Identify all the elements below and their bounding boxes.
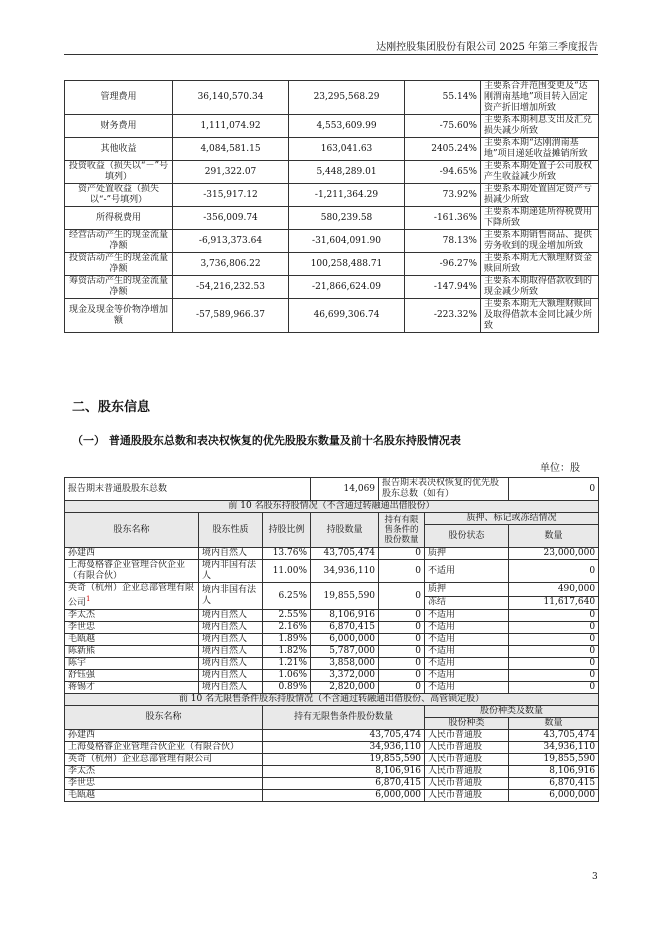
header-divider [64, 54, 598, 55]
change-rate: 55.14% [405, 81, 481, 115]
shareholder-name: 李太杰 [65, 610, 199, 622]
unrestricted-name: 孙建西 [65, 730, 263, 742]
unrestricted-row [65, 730, 599, 742]
col-ratio: 持股比例 [263, 513, 311, 548]
unrestricted-name: 李太杰 [65, 766, 263, 778]
current-value: 1,111,074.92 [173, 115, 289, 138]
unrestricted-quantity: 6,000,000 [263, 790, 425, 802]
table-row [65, 161, 599, 184]
current-value: 291,322.07 [173, 161, 289, 184]
report-header: 达刚控股集团股份有限公司 2025 年第三季度报告 [376, 42, 598, 53]
pledge-amount: 0 [509, 682, 599, 694]
change-rate: -161.36% [405, 207, 481, 230]
shareholding-quantity: 6,870,415 [311, 622, 379, 634]
unrestricted-quantity: 8,106,916 [263, 766, 425, 778]
unrestricted-name: 上海曼格睿企业管理合伙企业（有限合伙） [65, 742, 263, 754]
share-type: 人民币普通股 [425, 778, 509, 790]
col-shareholder-name: 股东名称 [65, 513, 199, 548]
shareholding-ratio: 1.89% [263, 634, 311, 646]
total-holders-value: 14,069 [311, 478, 379, 501]
prior-value: 5,448,289.01 [289, 161, 405, 184]
shareholder-row [65, 634, 599, 646]
shareholder-nature: 境内自然人 [199, 610, 263, 622]
pledge-status: 不适用 [425, 560, 509, 583]
change-reason: 主要系本期利息支出及汇兑损失减少所致 [481, 115, 599, 138]
shareholding-quantity: 8,106,916 [311, 610, 379, 622]
change-rate: 78.13% [405, 230, 481, 253]
prior-value: 163,041.63 [289, 138, 405, 161]
unrestricted-title: 前 10 名无限售条件股东持股情况（不含通过转融通出借股份、高管锁定股） [65, 694, 599, 706]
restricted-quantity: 0 [379, 610, 425, 622]
change-rate: -94.65% [405, 161, 481, 184]
prior-value: -21,866,624.09 [289, 276, 405, 299]
item-name: 经营活动产生的现金流量净额 [65, 230, 173, 253]
change-rate: -75.60% [405, 115, 481, 138]
unrestricted-row [65, 778, 599, 790]
prior-value: 4,553,609.99 [289, 115, 405, 138]
share-type-quantity: 43,705,474 [509, 730, 599, 742]
item-name: 投资收益（损失以“－”号填列） [65, 161, 173, 184]
pledge-status: 不适用 [425, 634, 509, 646]
shareholder-nature: 境内非国有法人 [199, 560, 263, 583]
change-reason: 主要系本期销售商品、提供劳务收到的现金增加所致 [481, 230, 599, 253]
shareholder-nature: 境内自然人 [199, 658, 263, 670]
share-type-quantity: 6,870,415 [509, 778, 599, 790]
current-value: 36,140,570.34 [173, 81, 289, 115]
unrestricted-quantity: 6,870,415 [263, 778, 425, 790]
share-type: 人民币普通股 [425, 754, 509, 766]
prior-value: 46,699,306.74 [289, 299, 405, 333]
share-type-quantity: 34,936,110 [509, 742, 599, 754]
shareholding-ratio: 1.82% [263, 646, 311, 658]
share-type: 人民币普通股 [425, 730, 509, 742]
footnote-marker[interactable]: 1 [86, 595, 91, 603]
change-reason: 主要系本期处置固定资产亏损减少所致 [481, 184, 599, 207]
change-reason: 主要系合并范围变更及“达刚渭南基地”项目转入固定资产折旧增加所致 [481, 81, 599, 115]
pledge-status: 不适用 [425, 610, 509, 622]
item-name: 资产处置收益（损失以“-”号填列） [65, 184, 173, 207]
shareholder-row [65, 583, 599, 597]
item-name: 所得税费用 [65, 207, 173, 230]
item-name: 投资活动产生的现金流量净额 [65, 253, 173, 276]
pledge-amount: 23,000,000 [509, 548, 599, 560]
shareholder-row [65, 646, 599, 658]
shareholder-row [65, 622, 599, 634]
table-row [65, 184, 599, 207]
table-row [65, 230, 599, 253]
top10-title: 前 10 名股东持股情况（不含通过转融通出借股份） [65, 501, 599, 513]
shareholder-row [65, 670, 599, 682]
change-reason: 主要系本期无大额理财赎回及取得借款本金同比减少所致 [481, 299, 599, 333]
current-value: -315,917.12 [173, 184, 289, 207]
subsection-title: （一） 普通股股东总数和表决权恢复的优先股股东数量及前十名股东持股情况表 [72, 434, 461, 447]
total-holders-label: 报告期末普通股股东总数 [65, 478, 311, 501]
unrestricted-row [65, 790, 599, 802]
restricted-quantity: 0 [379, 622, 425, 634]
shareholding-quantity: 19,855,590 [311, 583, 379, 610]
change-rate: -147.94% [405, 276, 481, 299]
shareholding-quantity: 3,858,000 [311, 658, 379, 670]
shareholder-name: 孙建西 [65, 548, 199, 560]
shareholder-nature: 境内自然人 [199, 634, 263, 646]
prior-value: -1,211,364.29 [289, 184, 405, 207]
pledge-status: 不适用 [425, 646, 509, 658]
col-share-type-qty: 数量 [509, 718, 599, 730]
pledge-amount: 490,000 [509, 583, 599, 597]
shareholder-row [65, 610, 599, 622]
shareholding-quantity: 3,372,000 [311, 670, 379, 682]
shareholder-nature: 境内自然人 [199, 622, 263, 634]
shareholding-quantity: 6,000,000 [311, 634, 379, 646]
shareholding-ratio: 6.25% [263, 583, 311, 610]
shareholder-name: 陈宇 [65, 658, 199, 670]
col-quantity: 持股数量 [311, 513, 379, 548]
pledge-status: 质押 [425, 548, 509, 560]
prior-value: 580,239.58 [289, 207, 405, 230]
shareholding-ratio: 1.06% [263, 670, 311, 682]
pledge-status: 冻结 [425, 596, 509, 610]
shareholder-name: 舒钰强 [65, 670, 199, 682]
unrestricted-quantity: 34,936,110 [263, 742, 425, 754]
shareholder-name: 蒋锡才 [65, 682, 199, 694]
shareholding-ratio: 1.21% [263, 658, 311, 670]
unrestricted-row [65, 754, 599, 766]
financial-changes-table [64, 80, 599, 333]
col-restricted: 持有有限售条件的股份数量 [379, 513, 425, 548]
change-reason: 主要系本期递延所得税费用下降所致 [481, 207, 599, 230]
restricted-quantity: 0 [379, 658, 425, 670]
restricted-quantity: 0 [379, 583, 425, 610]
unit-label: 单位：股 [540, 463, 580, 474]
pledge-amount: 0 [509, 610, 599, 622]
item-name: 财务费用 [65, 115, 173, 138]
pledge-status: 不适用 [425, 682, 509, 694]
shareholding-quantity: 34,936,110 [311, 560, 379, 583]
item-name: 管理费用 [65, 81, 173, 115]
shareholder-name: 李世忠 [65, 622, 199, 634]
shareholder-nature: 境内自然人 [199, 548, 263, 560]
table-row [65, 207, 599, 230]
shareholder-name: 英奇（杭州）企业总部管理有限公司$^1$ [65, 583, 199, 610]
table-row [65, 253, 599, 276]
shareholder-nature: 境内自然人 [199, 670, 263, 682]
shareholding-ratio: 2.16% [263, 622, 311, 634]
restricted-quantity: 0 [379, 646, 425, 658]
pref-holders-label: 报告期末表决权恢复的优先股股东总数（如有） [379, 478, 509, 501]
unrestricted-row [65, 766, 599, 778]
shareholder-row [65, 560, 599, 583]
change-reason: 主要系本期取得借款收到的现金减少所致 [481, 276, 599, 299]
shareholding-quantity: 5,787,000 [311, 646, 379, 658]
unrestricted-quantity: 19,855,590 [263, 754, 425, 766]
shareholder-row [65, 548, 599, 560]
col-unres-qty: 持有无限售条件股份数量 [263, 706, 425, 730]
pledge-amount: 0 [509, 560, 599, 583]
pledge-amount: 11,617,640 [509, 596, 599, 610]
change-reason: 主要系本期“达刚渭南基地”项目递延收益摊销所致 [481, 138, 599, 161]
current-value: 4,084,581.15 [173, 138, 289, 161]
pledge-amount: 0 [509, 658, 599, 670]
table-row [65, 276, 599, 299]
share-type-quantity: 19,855,590 [509, 754, 599, 766]
col-share-type: 股份种类 [425, 718, 509, 730]
change-rate: -96.27% [405, 253, 481, 276]
restricted-quantity: 0 [379, 634, 425, 646]
col-type-group: 股份种类及数量 [425, 706, 599, 718]
shareholder-name: 毛瓯越 [65, 634, 199, 646]
share-type: 人民币普通股 [425, 766, 509, 778]
pledge-status: 质押 [425, 583, 509, 597]
change-rate: -223.32% [405, 299, 481, 333]
prior-value: -31,604,091.90 [289, 230, 405, 253]
shareholder-row [65, 682, 599, 694]
pledge-amount: 0 [509, 622, 599, 634]
restricted-quantity: 0 [379, 560, 425, 583]
pledge-status: 不适用 [425, 658, 509, 670]
share-type-quantity: 8,106,916 [509, 766, 599, 778]
item-name: 其他收益 [65, 138, 173, 161]
prior-value: 23,295,568.29 [289, 81, 405, 115]
col-pledge: 质押、标记或冻结情况 [425, 513, 599, 525]
pledge-amount: 0 [509, 646, 599, 658]
current-value: -356,009.74 [173, 207, 289, 230]
current-value: -6,913,373.64 [173, 230, 289, 253]
shareholders-table [64, 477, 599, 802]
pledge-status: 不适用 [425, 670, 509, 682]
col-nature: 股东性质 [199, 513, 263, 548]
pledge-amount: 0 [509, 634, 599, 646]
pledge-status: 不适用 [425, 622, 509, 634]
page-number: 3 [592, 872, 598, 882]
table-row [65, 138, 599, 161]
pledge-amount: 0 [509, 670, 599, 682]
unrestricted-quantity: 43,705,474 [263, 730, 425, 742]
change-reason: 主要系本期无大额理财资金赎回所致 [481, 253, 599, 276]
shareholder-name: 上海曼格睿企业管理合伙企业（有限合伙） [65, 560, 199, 583]
restricted-quantity: 0 [379, 670, 425, 682]
change-rate: 73.92% [405, 184, 481, 207]
change-reason: 主要系本期处置子公司股权产生收益减少所致 [481, 161, 599, 184]
restricted-quantity: 0 [379, 682, 425, 694]
shareholding-ratio: 2.55% [263, 610, 311, 622]
item-name: 现金及现金等价物净增加额 [65, 299, 173, 333]
share-type-quantity: 6,000,000 [509, 790, 599, 802]
shareholding-ratio: 11.00% [263, 560, 311, 583]
current-value: -54,216,232.53 [173, 276, 289, 299]
current-value: 3,736,806.22 [173, 253, 289, 276]
col-unres-name: 股东名称 [65, 706, 263, 730]
current-value: -57,589,966.37 [173, 299, 289, 333]
unrestricted-name: 英奇（杭州）企业总部管理有限公司 [65, 754, 263, 766]
item-name: 筹资活动产生的现金流量净额 [65, 276, 173, 299]
shareholding-ratio: 0.89% [263, 682, 311, 694]
unrestricted-name: 李世忠 [65, 778, 263, 790]
shareholding-quantity: 2,820,000 [311, 682, 379, 694]
col-amount: 数量 [509, 525, 599, 548]
restricted-quantity: 0 [379, 548, 425, 560]
shareholder-nature: 境内自然人 [199, 682, 263, 694]
unrestricted-name: 毛瓯越 [65, 790, 263, 802]
shareholding-quantity: 43,705,474 [311, 548, 379, 560]
shareholder-name: 陈新熊 [65, 646, 199, 658]
table-row [65, 115, 599, 138]
prior-value: 100,258,488.71 [289, 253, 405, 276]
share-type: 人民币普通股 [425, 742, 509, 754]
col-status: 股份状态 [425, 525, 509, 548]
unrestricted-row [65, 742, 599, 754]
shareholder-nature: 境内自然人 [199, 646, 263, 658]
table-row [65, 299, 599, 333]
change-rate: 2405.24% [405, 138, 481, 161]
pref-holders-value: 0 [509, 478, 599, 501]
table-row [65, 81, 599, 115]
shareholder-row [65, 658, 599, 670]
shareholder-nature: 境内非国有法人 [199, 583, 263, 610]
share-type: 人民币普通股 [425, 790, 509, 802]
section-title: 二、股东信息 [72, 400, 151, 415]
shareholding-ratio: 13.76% [263, 548, 311, 560]
